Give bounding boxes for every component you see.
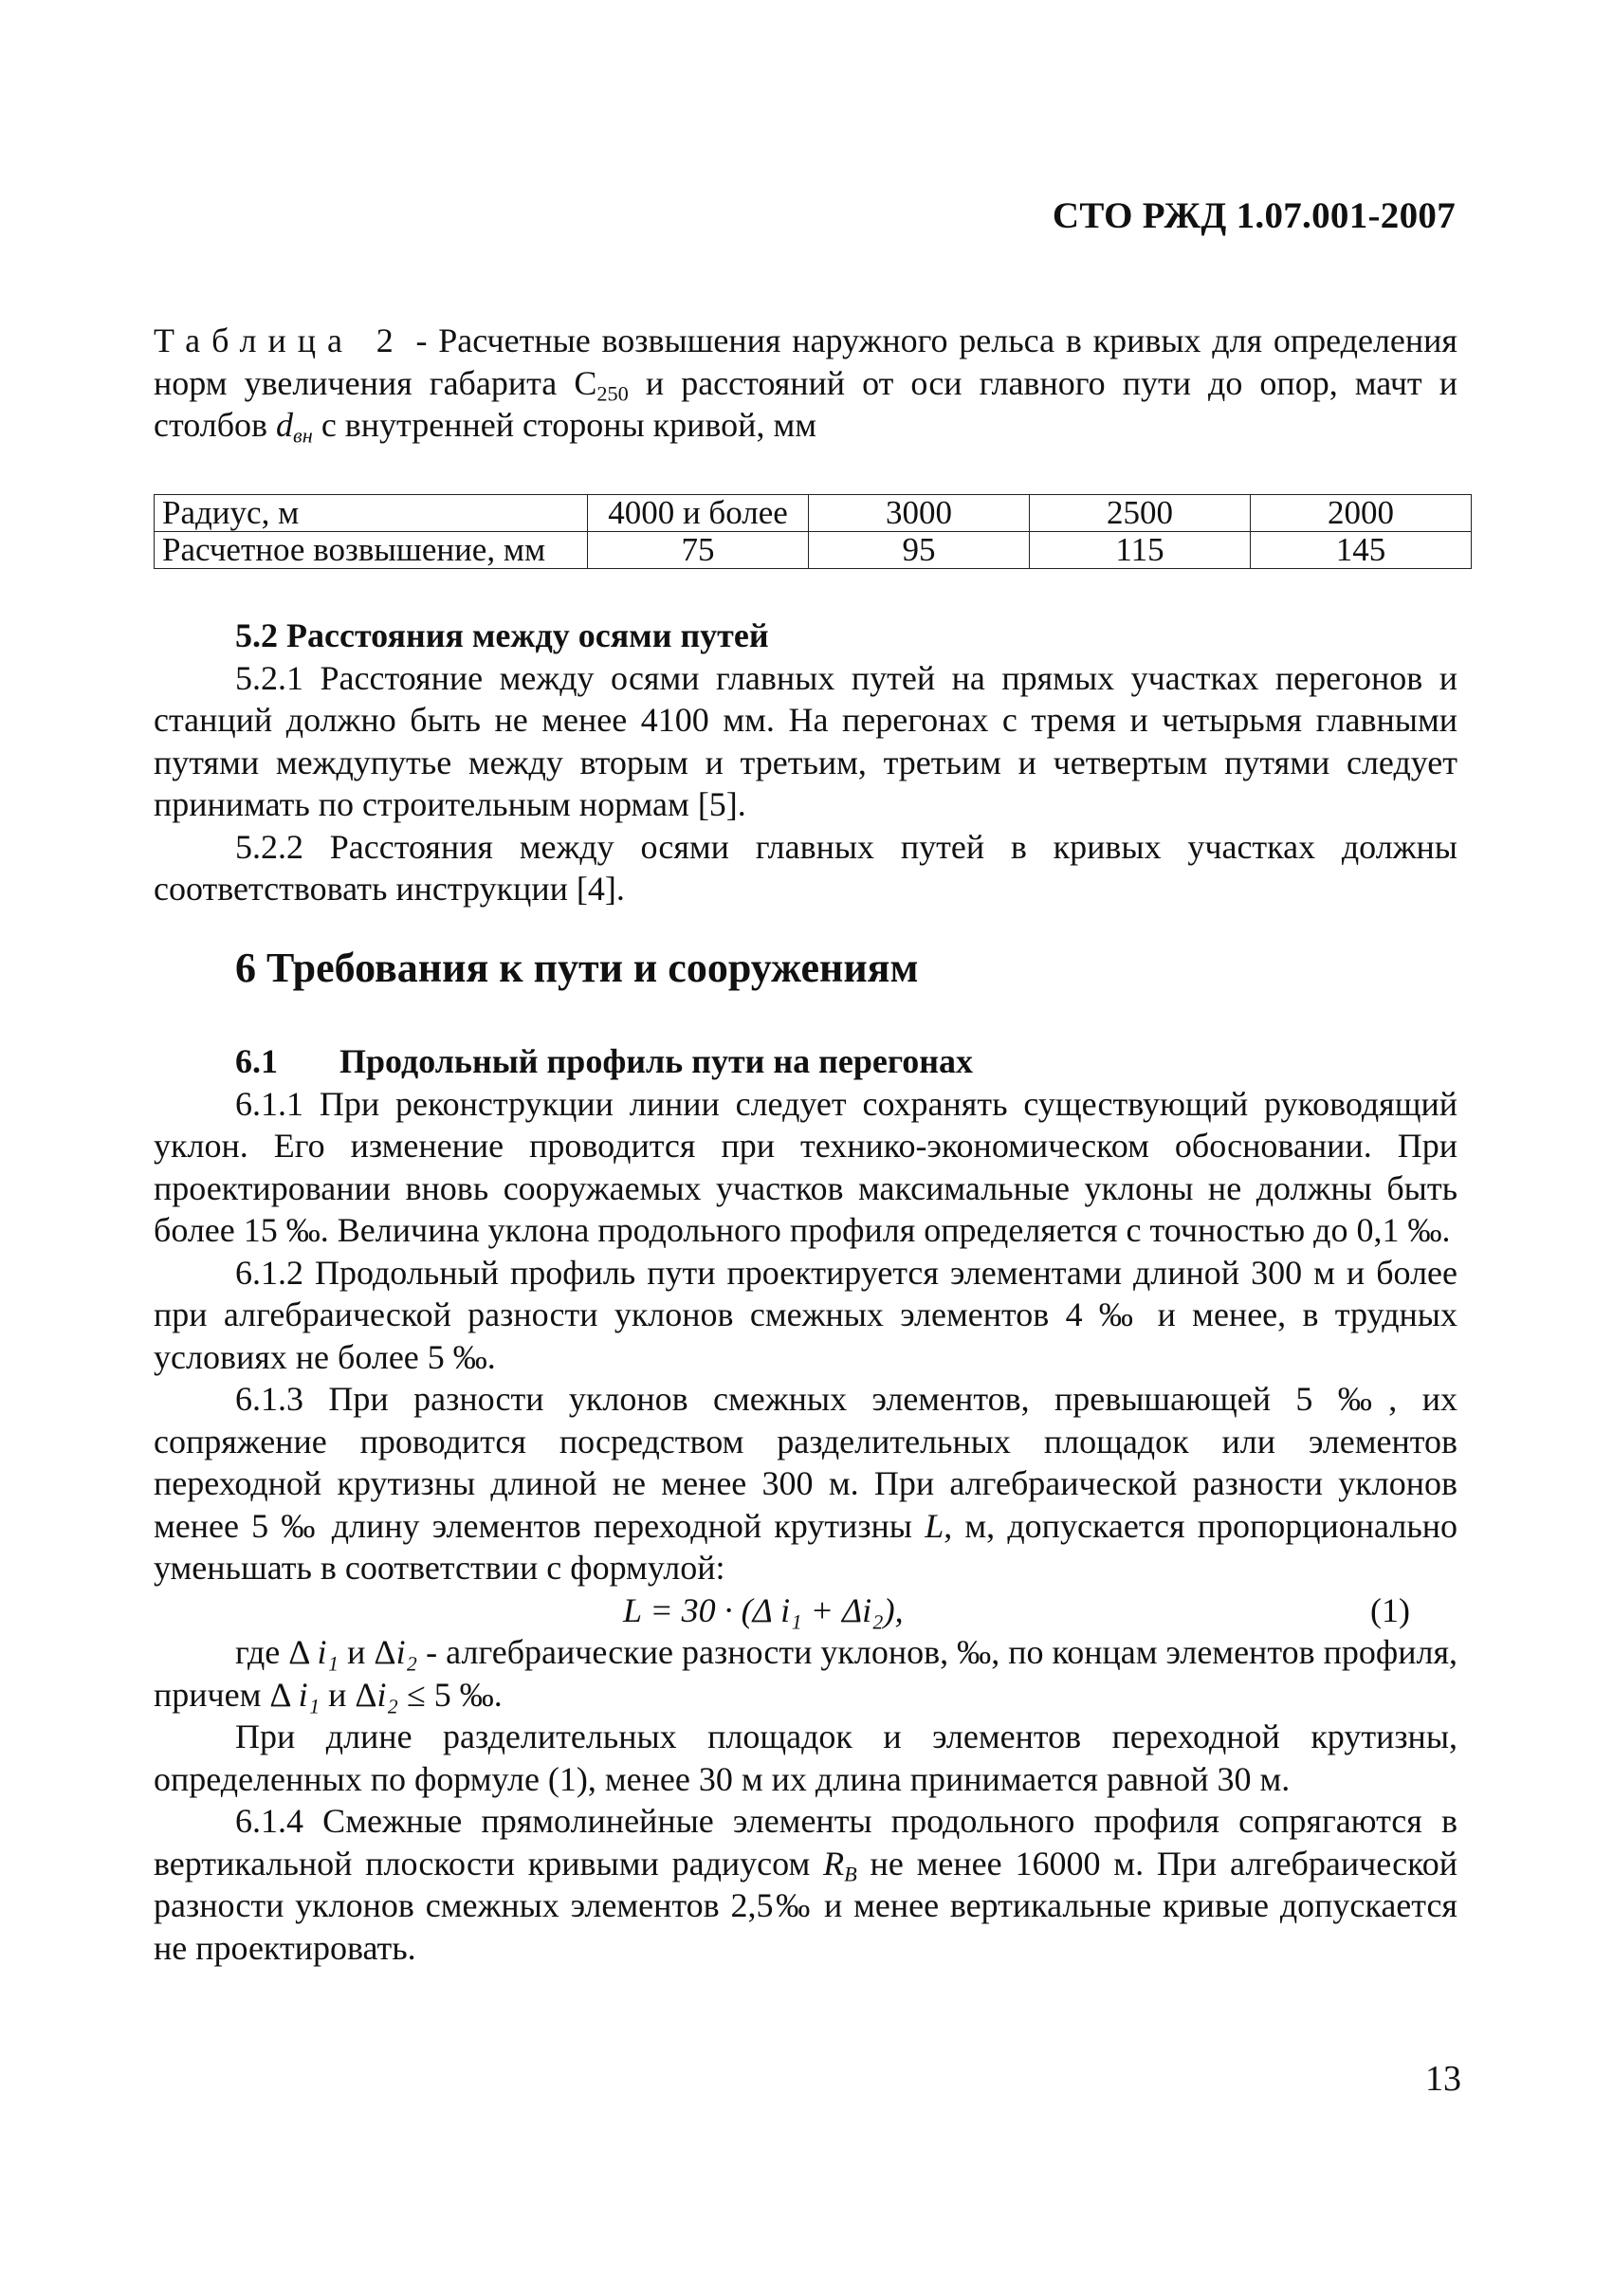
table-cell: 115	[1030, 532, 1251, 569]
section-6-heading: 6 Требования к пути и сооружениям	[235, 945, 919, 991]
table-cell: 145	[1251, 532, 1472, 569]
table-cell: 4000 и более	[588, 495, 809, 532]
table-caption	[154, 320, 1457, 447]
var-i2: i₂	[376, 1675, 399, 1714]
caption-line-3b: с внутренней стороны кривой, мм	[312, 406, 817, 444]
where-b: и Δ	[339, 1633, 396, 1671]
paragraph-transition-length: При длине разделительных площадок и элементов переходной крутизны, определенных по формуле (1), менее 30 м их длина принимается равной 30 м.	[154, 1717, 1457, 1798]
elevation-table	[154, 494, 1472, 569]
section-6-1-heading	[154, 1040, 1457, 1083]
table-cell: 75	[588, 532, 809, 569]
table-row	[155, 495, 1472, 532]
var-L: L	[925, 1506, 944, 1545]
document-code-header: СТО РЖД 1.07.001-2007	[1052, 195, 1456, 236]
table-row-label: Расчетное возвышение, мм	[155, 532, 588, 569]
table-caption-label: Таблица 2	[154, 321, 405, 359]
table-cell: 3000	[809, 495, 1030, 532]
var-R: R	[823, 1844, 845, 1883]
section-6-1-number: 6.1	[235, 1042, 278, 1080]
where-a: где Δ	[235, 1633, 318, 1671]
p614-text-a: 6.1.4 Смежные прямолинейные элементы продольного профиля сопрягаются в вертикальной плоскости кривыми радиусом	[154, 1802, 1457, 1883]
caption-line-2a: определения норм увеличения габарита С	[154, 321, 1457, 402]
formula-number: (1)	[1370, 1590, 1410, 1629]
where-e: ≤ 5 ‰.	[398, 1675, 503, 1714]
formula-where-paragraph	[154, 1631, 1457, 1716]
table-row-label: Радиус, м	[155, 495, 588, 532]
var-i1: i₁	[317, 1633, 339, 1671]
section-5-2-heading: 5.2 Расстояния между осями путей	[235, 616, 769, 654]
caption-dash: -	[404, 321, 439, 359]
caption-line-1: Расчетные возвышения наружного рельса в кривых для	[438, 321, 1263, 359]
p613-text-b: , м, допускается пропорционально уменьшать в соответствии с формулой:	[154, 1506, 1457, 1587]
paragraph-6-1-2: 6.1.2 Продольный профиль пути проектируется элементами длиной 300 м и более при алгебраической разности уклонов смежных элементов 4 ‰ и менее, в трудных условиях не более 5 ‰.	[154, 1253, 1457, 1376]
var-i2: i₂	[395, 1633, 418, 1671]
formula-1	[154, 1589, 1457, 1632]
formula-expression: L = 30 · (Δ i₁ + Δi₂),	[623, 1590, 904, 1629]
paragraph-6-1-1: 6.1.1 При реконструкции линии следует сохранять существующий руководящий уклон. Его изменение проводится при технико-экономическом обосновании. При проектировании вновь сооружаемых участков максимальные уклоны не должны быть более 15 ‰. Величина уклона продольного профиля определяется с точностью до 0,1 ‰.	[154, 1084, 1457, 1249]
paragraph-5-2-1: 5.2.1 Расстояние между осями главных путей на прямых участках перегонов и станций должно быть не менее 4100 мм. На перегонах с тремя и четырьмя главными путями междупутье между вторым и третьим, третьим и четвертым путями следует принимать по строительным нормам [5].	[154, 658, 1457, 823]
p614-text-b: не менее 16000 м. При алгебраической разности уклонов смежных элементов 2,5‰ и менее вертикальные кривые допускается не проектировать.	[154, 1844, 1458, 1967]
where-c: - алгебраические разности уклонов, ‰, по концам элементов профиля, причем Δ	[154, 1633, 1458, 1714]
caption-line-3a: опор, мачт и столбов	[154, 363, 1457, 444]
table-cell: 2000	[1251, 495, 1472, 532]
caption-gauge-subscript: 250	[596, 381, 629, 406]
where-d: и Δ	[320, 1675, 377, 1714]
caption-var-d: d	[276, 406, 294, 444]
table-cell: 95	[809, 532, 1030, 569]
p613-text-a: 6.1.3 При разности уклонов смежных элементов, превышающей 5 ‰, их сопряжение проводится посредством разделительных площадок или элементов переходной крутизны длиной не менее 300 м. При алгебраической разности уклонов менее 5 ‰ длину элементов переходной крутизны	[154, 1380, 1457, 1545]
caption-var-d-sub: вн	[293, 423, 313, 448]
caption-line-2b: и расстояний от оси главного пути до	[628, 363, 1243, 402]
paragraph-5-2-2: 5.2.2 Расстояния между осями главных путей в кривых участках должны соответствовать инструкции [4].	[154, 827, 1457, 908]
section-5-2	[154, 615, 1457, 910]
var-i1: i₁	[298, 1675, 321, 1714]
paragraph-6-1-3	[154, 1378, 1457, 1589]
paragraph-6-1-4	[154, 1800, 1457, 1969]
section-6-1-title: Продольный профиль пути на перегонах	[339, 1042, 974, 1080]
table-row	[155, 532, 1472, 569]
page-number: 13	[1425, 2059, 1461, 2099]
table-cell: 2500	[1030, 495, 1251, 532]
section-6-1	[154, 1040, 1457, 1969]
var-R-sub: В	[844, 1862, 857, 1886]
